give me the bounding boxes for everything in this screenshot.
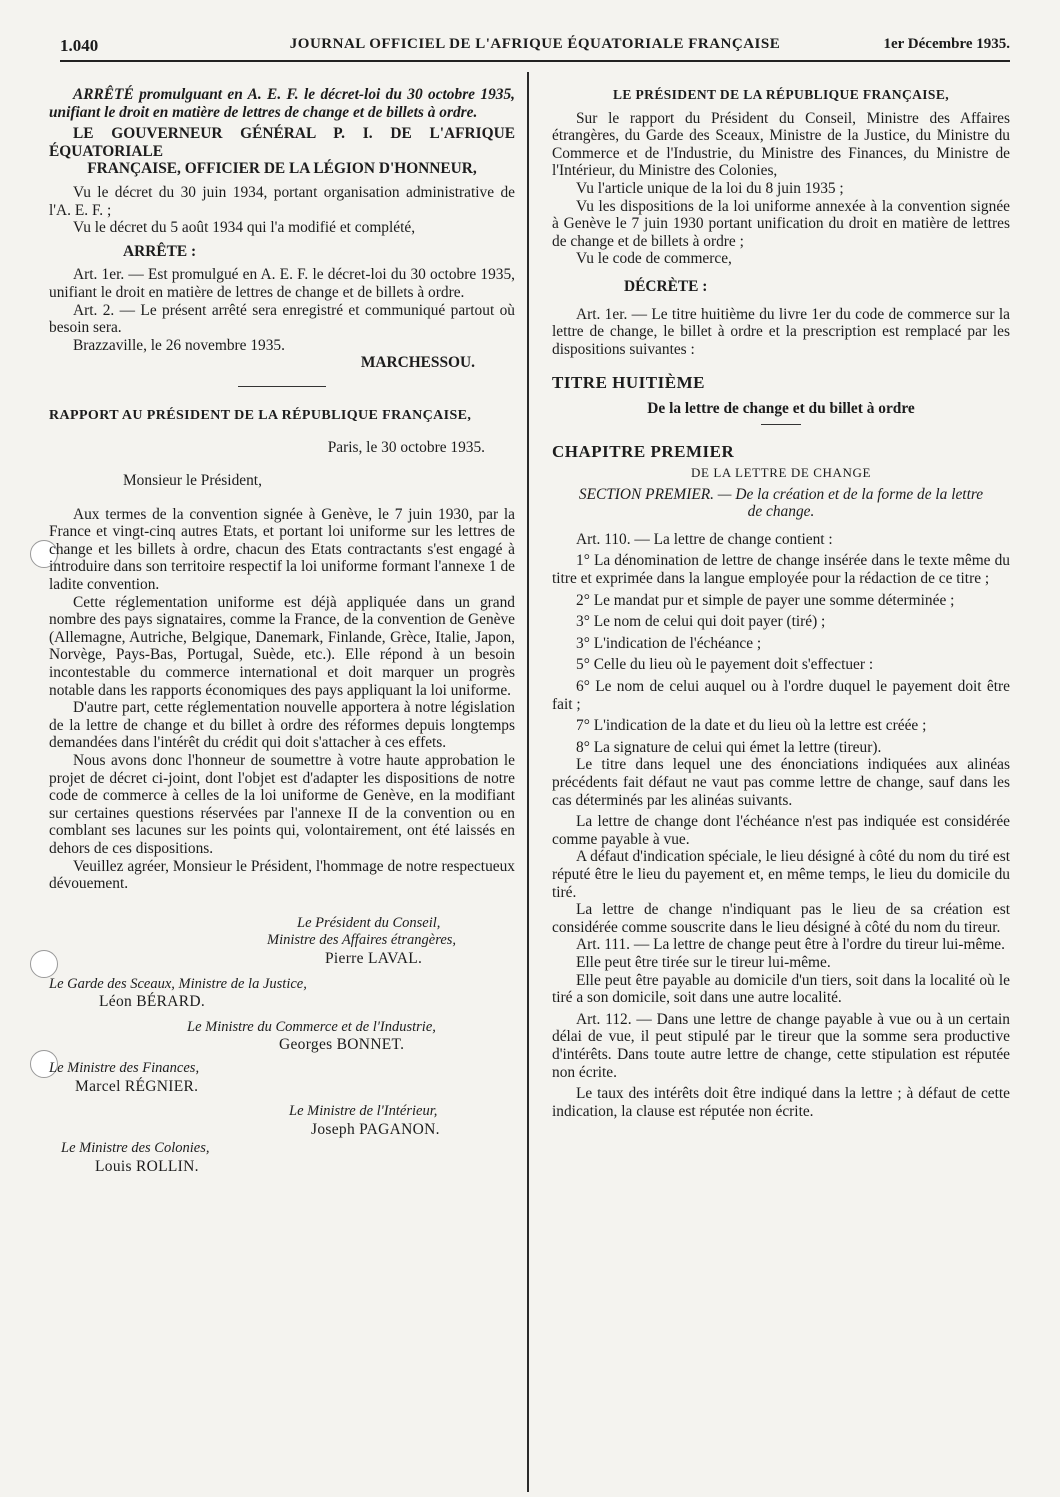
sig-title: Le Ministre de l'Intérieur, [289,1103,438,1120]
page-header [60,34,1010,62]
sig-name: Joseph PAGANON. [311,1120,440,1138]
body-paragraph: Elle peut être payable au domicile d'un tiers, soit dans la localité où le tiré a son domicile, soit dans une autre localité. [552,971,1010,1007]
rapport-para-4: Nous avons donc l'honneur de soumettre à votre haute approbation le projet de décret ci-joint, dont l'objet est d'adapter les dispositions de notre code de commerce à celles de la loi uniforme de Genève, en la modifiant sur certaines questions réservées par l'annexe II de la convention ou en comblant ses lacunes sur les points qui, volontairement, ont été laissés en dehors de ces dispositions. [49,752,515,857]
column-divider [527,72,529,1492]
body-paragraph: La lettre de change n'indiquant pas le lieu de sa création est considérée comme souscrite dans le lieu désigné à côté du nom du tireur. [552,901,1010,936]
titre-subheading: De la lettre de change et du billet à ordre [647,399,915,417]
sig-name: Léon BÉRARD. [99,993,206,1011]
vu-b: Vu les dispositions de la loi uniforme annexée à la convention signée à Genève le 7 juin 1930 portant unification du droit en matière de lettres de change et de billets à ordre ; [552,197,1010,250]
body-paragraph: Elle peut être tirée sur le tireur lui-même. [576,953,831,971]
list-item: 6° Le nom de celui auquel ou à l'ordre duquel le payement doit être fait ; [552,678,1010,713]
journal-title: JOURNAL OFFICIEL DE L'AFRIQUE ÉQUATORIALE FRANÇAISE [289,36,781,52]
list-item: 1° La dénomination de lettre de change insérée dans le texte même du titre et exprimée dans la langue employée pour la rédaction de ce titre ; [552,552,1010,588]
gouverneur-line-1: LE GOUVERNEUR GÉNÉRAL P. I. DE L'AFRIQUE ÉQUATORIALE [49,125,515,160]
sig-name: Georges BONNET. [279,1036,405,1054]
gouverneur-line-2: FRANÇAISE, OFFICIER DE LA LÉGION D'HONNEUR, [87,160,477,178]
body-paragraph: A défaut d'indication spéciale, le lieu désigné à côté du nom du tiré est réputé être le lieu du payement et, en même temps, le lieu du domicile du tiré. [552,848,1010,901]
sig-name: Pierre LAVAL. [325,949,423,967]
list-item: 3° Le nom de celui qui doit payer (tiré) ; [576,613,826,631]
list-item: 5° Celle du lieu où le payement doit s'effectuer : [576,656,874,674]
body-paragraph: Le taux des intérêts doit être indiqué dans la lettre ; à défaut de cette indication, la clause est réputée non écrite. [552,1085,1010,1120]
rapport-para-5: Veuillez agréer, Monsieur le Président, l'hommage de notre respectueux dévouement. [49,857,515,893]
rapport-para-1: Aux termes de la convention signée à Genève, le 7 juin 1930, par la France et vingt-cinq autres Etats, et portant loi uniforme sur les lettres de change et les billets à ordre, chacun des Etats contractants s'est engagé à introduire dans son territoire respectif la loi uniforme formant l'annexe 1 de ladite convention. [49,505,515,594]
chapitre-subheading: DE LA LETTRE DE CHANGE [690,465,871,481]
left-column [49,86,515,1175]
paris-date: Paris, le 30 octobre 1935. [327,438,485,456]
list-item: 7° L'indication de la date et du lieu où la lettre est créée ; [576,717,927,735]
sig-title: Le Président du Conseil, [297,914,441,931]
arrete-title: ARRÊTÉ promulguant en A. E. F. le décret-loi du 30 octobre 1935, unifiant le droit en matière de lettres de change et de billets à ordre. [49,86,515,121]
arrete-label: ARRÊTE : [123,242,197,260]
body-paragraph: Le titre dans lequel une des énonciations indiquées aux alinéas précédents fait défaut ne vaut pas comme lettre de change, sauf dans les cas déterminés par les alinéas suivants. [552,756,1010,809]
section-heading: SECTION PREMIER. — De la création et de la forme de la lettre de change. [578,485,984,521]
vu-1: Vu le décret du 30 juin 1934, portant organisation administrative de l'A. E. F. ; [49,183,515,219]
decrete-label: DÉCRÈTE : [624,277,708,295]
issue-date: 1er Décembre 1935. [883,36,1010,52]
article-111: Art. 111. — La lettre de change peut être à l'ordre du tireur lui-même. [576,936,1005,954]
sur-rapport: Sur le rapport du Président du Conseil, Ministre des Affaires étrangères, du Garde des Sceaux, Ministre de la Justice, du Ministre du Commerce et de l'Industrie, du Ministre des Finances, du Ministre de l'Intérieur, du Ministre des Colonies, [552,109,1010,180]
sig-name: Louis ROLLIN. [95,1157,199,1175]
page-number: 1.040 [60,36,99,55]
vu-2: Vu le décret du 5 août 1934 qui l'a modifié et complété, [73,219,416,237]
rapport-para-2: Cette réglementation uniforme est déjà appliquée dans un grand nombre des pays signataires, comme la France, de la convention de Genève (Allemagne, Autriche, Belgique, Danemark, Finlande, Grèce, Italie, Japon, Norvège, Pays-Bas, Portugal, Suède, etc.). Elle répond à un besoin incontestable du commerce international et doit marquer un progrès notable dans les rapports économiques des pays appliquant la loi uniforme. [49,593,515,699]
vu-a: Vu l'article unique de la loi du 8 juin 1935 ; [576,179,844,197]
sig-title: Le Ministre du Commerce et de l'Industrie, [187,1018,436,1035]
rapport-para-3: D'autre part, cette réglementation nouvelle apportera à notre législation de la lettre de change et du billet à ordre des réformes depuis longtemps demandées dans l'intérêt du crédit qui doit s'attacher à ces effets. [49,699,515,752]
president-heading: LE PRÉSIDENT DE LA RÉPUBLIQUE FRANÇAISE, [612,87,950,102]
divider [761,424,801,425]
signer: MARCHESSOU. [360,354,475,372]
sig-title: Ministre des Affaires étrangères, [267,932,457,949]
rapport-title: RAPPORT AU PRÉSIDENT DE LA RÉPUBLIQUE FRANÇAISE, [49,407,472,423]
article-2: Art. 2. — Le présent arrêté sera enregistré et communiqué partout où besoin sera. [49,301,515,337]
article-1: Art. 1er. — Est promulgué en A. E. F. le décret-loi du 30 octobre 1935, unifiant le droit en matière de lettres de change et de billets à ordre. [49,266,515,301]
article-112: Art. 112. — Dans une lettre de change payable à vue ou à un certain délai de vue, il peut stipulé par le tireur que la somme sera productive d'intérêts. Dans toute autre lettre de change, cette stipulation est réputée non écrite. [552,1010,1010,1081]
chapitre-heading: CHAPITRE PREMIER [552,441,735,461]
body-paragraph: La lettre de change dont l'échéance n'est pas indiquée est considérée comme payable à vue. [552,813,1010,848]
right-column [552,86,1010,1120]
sig-title: Le Ministre des Finances, [49,1059,200,1076]
decree-article-1: Art. 1er. — Le titre huitième du livre 1er du code de commerce sur la lettre de change, le billet à ordre et la prescription est remplacé par les dispositions suivantes : [552,305,1010,358]
signatures [49,915,515,1176]
sig-title: Le Garde des Sceaux, Ministre de la Justice, [49,975,307,992]
divider [238,386,326,387]
salutation: Monsieur le Président, [123,472,262,490]
list-item: 2° Le mandat pur et simple de payer une somme déterminée ; [576,591,955,609]
place-date: Brazzaville, le 26 novembre 1935. [73,336,285,354]
sig-title: Le Ministre des Colonies, [61,1140,210,1157]
vu-c: Vu le code de commerce, [576,250,732,268]
list-item: 8° La signature de celui qui émet la lettre (tireur). [576,738,882,756]
list-item: 3° L'indication de l'échéance ; [576,634,762,652]
titre-heading: TITRE HUITIÈME [552,373,705,393]
article-110: Art. 110. — La lettre de change contient : [576,530,833,548]
sig-name: Marcel RÉGNIER. [75,1077,199,1095]
